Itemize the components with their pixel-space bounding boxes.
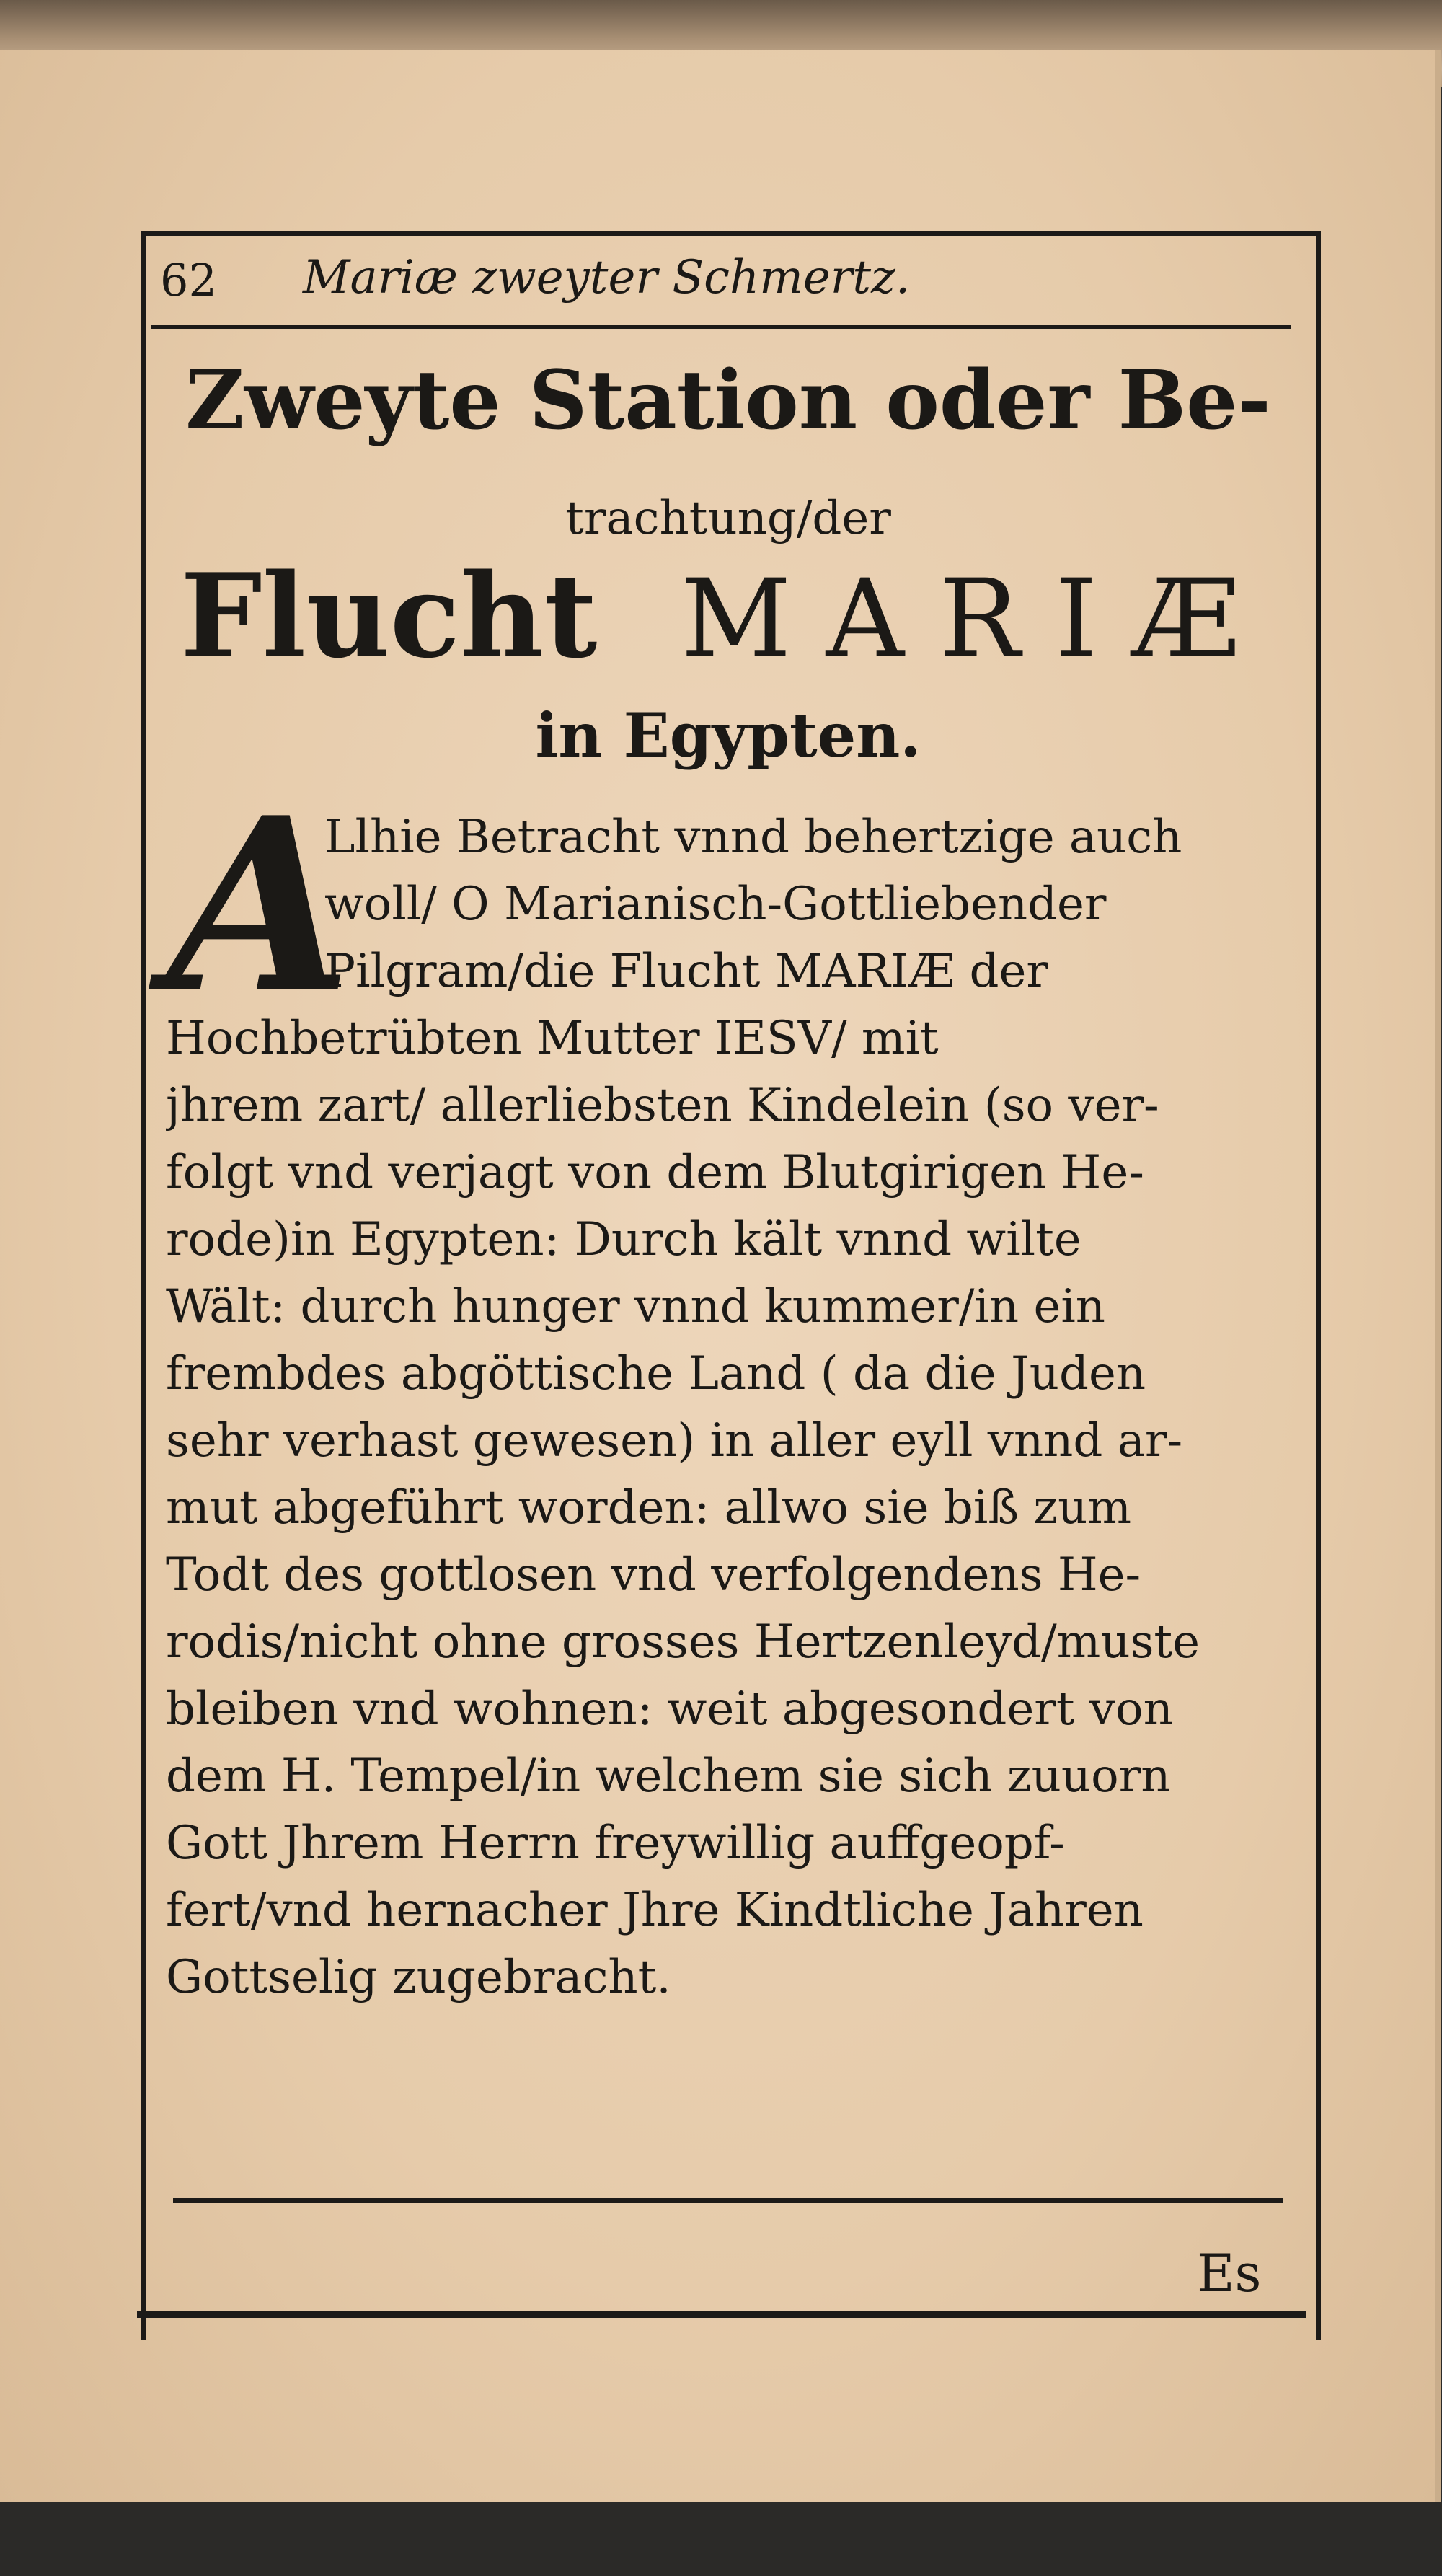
page-frame-bottom-rule [137, 2311, 1306, 2318]
body-line: Hochbetrübten Mutter IESV/ mit [166, 1012, 939, 1065]
body-paragraph [166, 804, 1298, 2011]
body-line: Llhie Betracht vnnd behertzige auch [324, 811, 1182, 864]
body-line: rodis/nicht ohne grosses Hertzenleyd/muste [166, 1615, 1200, 1669]
body-line: Pilgram/die Flucht MARIÆ der [324, 945, 1048, 998]
book-page [0, 50, 1441, 2502]
header-rule [151, 325, 1291, 329]
body-line: mut abgeführt worden: allwo sie biß zum [166, 1481, 1132, 1535]
title-fraktur-word: Flucht [180, 548, 598, 684]
decorated-initial: A [167, 765, 353, 1045]
body-line: sehr verhast gewesen) in aller eyll vnnd ar- [166, 1414, 1183, 1468]
body-line: Wält: durch hunger vnnd kummer/in ein [166, 1280, 1105, 1333]
running-head: Mariæ zweyter Schmertz. [303, 251, 911, 304]
body-line: Gott Jhrem Herrn freywillig auffgeopf- [166, 1817, 1065, 1870]
body-line: fert/vnd hernacher Jhre Kindtliche Jahren [166, 1884, 1144, 1937]
title-line-2: trachtung/der [565, 492, 891, 545]
title-line-3 [180, 548, 1305, 684]
title-latin-name: MARIÆ [681, 557, 1275, 682]
body-line: woll/ O Marianisch-Gottliebender [324, 878, 1107, 931]
body-line: Todt des gottlosen vnd verfolgendens He- [166, 1548, 1141, 1602]
body-line: rode)in Egypten: Durch kält vnnd wilte [166, 1213, 1082, 1266]
body-line: frembdes abgöttische Land ( da die Juden [166, 1347, 1146, 1401]
footer-rule [173, 2198, 1283, 2203]
body-line: dem H. Tempel/in welchem sie sich zuuorn [166, 1750, 1171, 1803]
body-line: bleiben vnd wohnen: weit abgesondert von [166, 1682, 1173, 1736]
title-line-1: Zweyte Station oder Be- [185, 353, 1271, 448]
catchword: Es [1197, 2243, 1262, 2303]
body-line: Gottselig zugebracht. [166, 1951, 671, 2004]
body-line: folgt vnd verjagt von dem Blutgirigen He- [166, 1146, 1144, 1199]
title-line-4: in Egypten. [535, 700, 921, 771]
body-line: jhrem zart/ allerliebsten Kindelein (so ver- [166, 1079, 1159, 1132]
page-number: 62 [160, 254, 217, 306]
